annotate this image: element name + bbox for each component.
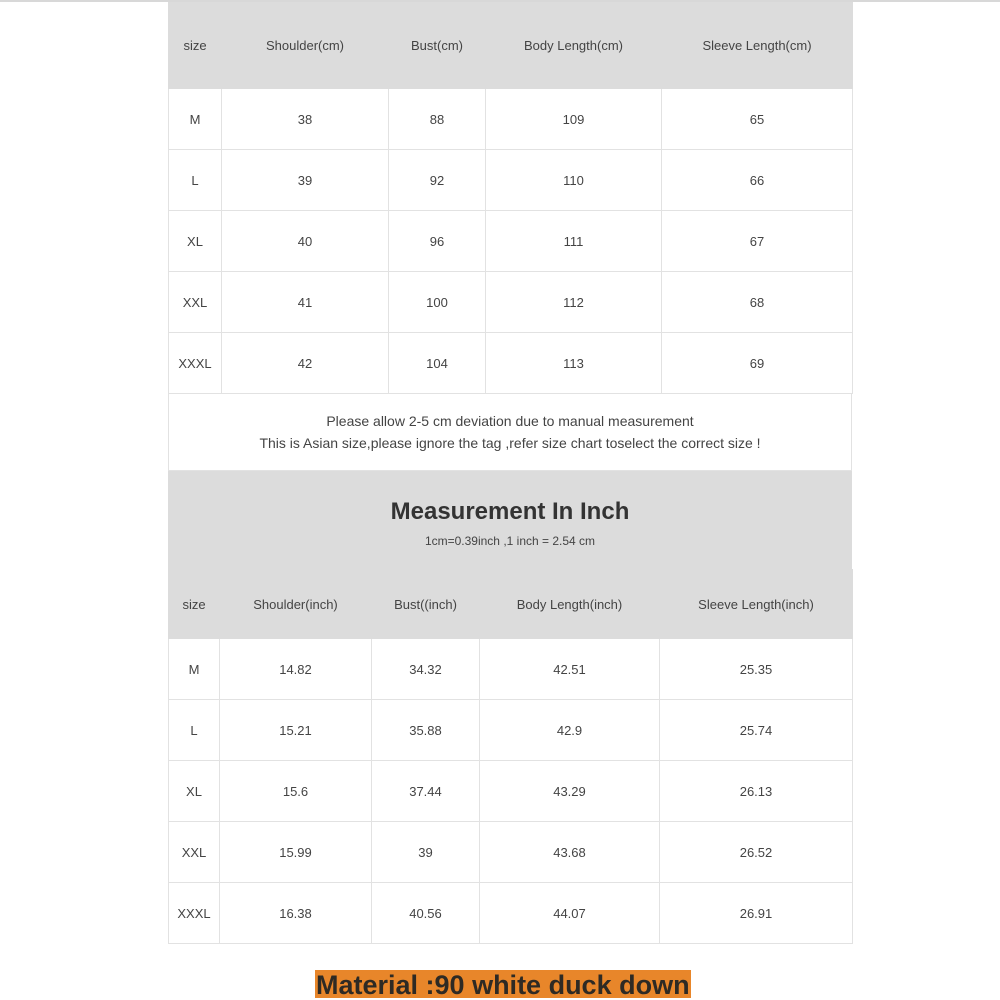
column-header: Sleeve Length(inch) (660, 570, 853, 639)
table-cell: 26.13 (660, 761, 853, 822)
column-header: size (169, 3, 222, 89)
table-row (169, 333, 853, 394)
inch-section-title: Measurement In Inch (390, 498, 630, 525)
table-cell: 37.44 (372, 761, 480, 822)
table-row (169, 822, 853, 883)
size-cell: XL (169, 211, 222, 272)
table-row (169, 89, 853, 150)
table-cell: 15.21 (220, 700, 372, 761)
column-header: Bust((inch) (372, 570, 480, 639)
table-cell: 35.88 (372, 700, 480, 761)
table-cell: 104 (389, 333, 486, 394)
table-row (169, 150, 853, 211)
table-cell: 112 (486, 272, 662, 333)
table-cell: 42.51 (480, 639, 660, 700)
column-header: Shoulder(inch) (220, 570, 372, 639)
material-label: Material :90 white duck down (316, 970, 690, 1000)
table-cell: 43.68 (480, 822, 660, 883)
size-cell: M (169, 639, 220, 700)
column-header: Body Length(inch) (480, 570, 660, 639)
inch-size-table (168, 569, 853, 944)
table-cell: 15.6 (220, 761, 372, 822)
column-header: Sleeve Length(cm) (662, 3, 853, 89)
table-cell: 111 (486, 211, 662, 272)
column-header: size (169, 570, 220, 639)
table-row (169, 700, 853, 761)
table-cell: 113 (486, 333, 662, 394)
table-row (169, 272, 853, 333)
table-row (169, 761, 853, 822)
table-cell: 88 (389, 89, 486, 150)
table-cell: 15.99 (220, 822, 372, 883)
column-header: Bust(cm) (389, 3, 486, 89)
table-header-row (169, 3, 853, 89)
size-cell: XXXL (169, 333, 222, 394)
table-row (169, 639, 853, 700)
size-cell: L (169, 700, 220, 761)
size-cell: XXL (169, 822, 220, 883)
table-cell: 14.82 (220, 639, 372, 700)
cm-size-table (168, 2, 853, 394)
table-cell: 109 (486, 89, 662, 150)
table-row (169, 883, 853, 944)
table-cell: 39 (372, 822, 480, 883)
table-cell: 65 (662, 89, 853, 150)
size-cell: XL (169, 761, 220, 822)
deviation-note: Please allow 2-5 cm deviation due to manual measurement (326, 413, 694, 429)
table-cell: 42.9 (480, 700, 660, 761)
column-header: Shoulder(cm) (222, 3, 389, 89)
table-cell: 69 (662, 333, 853, 394)
table-cell: 68 (662, 272, 853, 333)
table-cell: 110 (486, 150, 662, 211)
size-cell: XXL (169, 272, 222, 333)
column-header: Body Length(cm) (486, 3, 662, 89)
table-cell: 40 (222, 211, 389, 272)
size-cell: M (169, 89, 222, 150)
table-cell: 100 (389, 272, 486, 333)
table-cell: 41 (222, 272, 389, 333)
table-cell: 67 (662, 211, 853, 272)
table-cell: 66 (662, 150, 853, 211)
table-cell: 39 (222, 150, 389, 211)
table-cell: 38 (222, 89, 389, 150)
conversion-note: 1cm=0.39inch ,1 inch = 2.54 cm (424, 534, 596, 548)
size-cell: L (169, 150, 222, 211)
table-cell: 25.74 (660, 700, 853, 761)
size-chart (168, 2, 852, 944)
table-cell: 40.56 (372, 883, 480, 944)
table-cell: 25.35 (660, 639, 853, 700)
measurement-note (168, 394, 852, 471)
table-cell: 44.07 (480, 883, 660, 944)
size-cell: XXXL (169, 883, 220, 944)
inch-section-header (168, 471, 852, 569)
table-cell: 43.29 (480, 761, 660, 822)
table-cell: 16.38 (220, 883, 372, 944)
table-cell: 92 (389, 150, 486, 211)
table-row (169, 211, 853, 272)
table-header-row (169, 570, 853, 639)
table-cell: 34.32 (372, 639, 480, 700)
table-cell: 26.91 (660, 883, 853, 944)
asian-size-note: This is Asian size,please ignore the tag ,refer size chart toselect the correct size ! (259, 435, 761, 451)
table-cell: 42 (222, 333, 389, 394)
table-cell: 26.52 (660, 822, 853, 883)
table-cell: 96 (389, 211, 486, 272)
